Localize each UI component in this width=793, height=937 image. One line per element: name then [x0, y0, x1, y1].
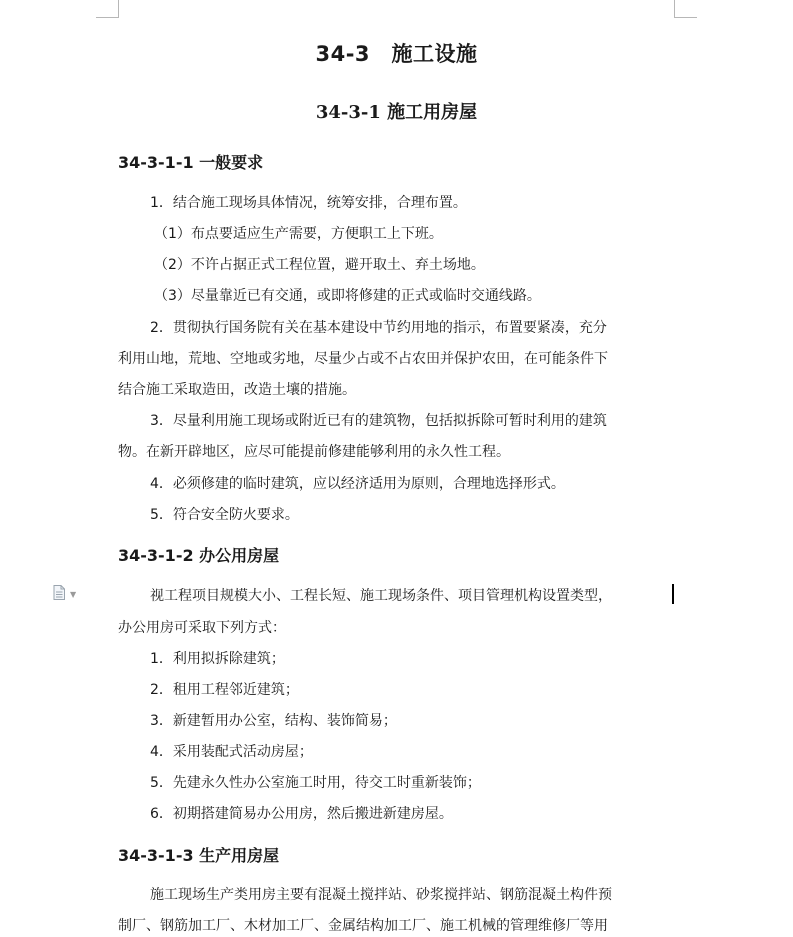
paragraph-line[interactable]: 5．先建永久性办公室施工时用，待交工时重新装饰； — [150, 775, 481, 791]
paragraph-line[interactable]: 2．贯彻执行国务院有关在基本建设中节约用地的指示，布置要紧凑，充分 — [150, 320, 607, 336]
paragraph-line[interactable]: 3．尽量利用施工现场或附近已有的建筑物，包括拟拆除可暂时利用的建筑 — [150, 413, 607, 429]
paragraph-line[interactable]: （1）布点要适应生产需要，方便职工上下班。 — [154, 226, 443, 242]
paragraph-line[interactable]: 结合施工采取造田，改造土壤的措施。 — [118, 382, 356, 398]
paragraph-line[interactable]: 物。在新开辟地区，应尽可能提前修建能够利用的永久性工程。 — [118, 444, 510, 460]
paragraph-line[interactable]: 4．采用装配式活动房屋； — [150, 744, 313, 760]
paragraph-line[interactable]: 2．租用工程邻近建筑； — [150, 682, 299, 698]
paragraph-line[interactable]: 3．新建暂用办公室，结构、装饰简易； — [150, 713, 397, 729]
paragraph-line[interactable]: 5．符合安全防火要求。 — [150, 507, 299, 523]
paragraph-line[interactable]: 办公用房可采取下列方式： — [118, 620, 286, 636]
paragraph-line[interactable]: 制厂、钢筋加工厂、木材加工厂、金属结构加工厂、施工机械的管理维修厂等用 — [118, 918, 608, 934]
paragraph-line[interactable]: 1．利用拟拆除建筑； — [150, 651, 285, 667]
document-icon[interactable] — [53, 585, 65, 600]
chapter-title: 34-3 施工设施 — [315, 42, 478, 66]
section1-heading: 34-3-1-1 一般要求 — [118, 153, 264, 172]
paragraph-line[interactable]: （3）尽量靠近已有交通，或即将修建的正式或临时交通线路。 — [154, 288, 541, 304]
paragraph-line[interactable]: 视工程项目规模大小、工程长短、施工现场条件、项目管理机构设置类型， — [150, 588, 612, 604]
section3-heading: 34-3-1-3 生产用房屋 — [118, 846, 280, 865]
text-cursor — [672, 584, 674, 604]
paragraph-line[interactable]: 利用山地，荒地、空地或劣地，尽量少占或不占农田并保护农田，在可能条件下 — [118, 351, 608, 367]
paragraph-line[interactable]: 1．结合施工现场具体情况，统筹安排，合理布置。 — [150, 195, 467, 211]
paragraph-line[interactable]: 6．初期搭建简易办公用房，然后搬进新建房屋。 — [150, 806, 453, 822]
paragraph-line[interactable]: （2）不许占据正式工程位置，避开取土、弃土场地。 — [154, 257, 485, 273]
caret-down-icon[interactable]: ▼ — [70, 590, 77, 599]
section2-heading: 34-3-1-2 办公用房屋 — [118, 546, 280, 565]
crop-mark-top-right — [674, 0, 697, 18]
section-title: 34-3-1 施工用房屋 — [315, 102, 478, 123]
paragraph-line[interactable]: 4．必须修建的临时建筑，应以经济适用为原则，合理地选择形式。 — [150, 476, 565, 492]
paragraph-line[interactable]: 施工现场生产类用房主要有混凝土搅拌站、砂浆搅拌站、钢筋混凝土构件预 — [150, 887, 612, 903]
crop-mark-top-left — [96, 0, 119, 18]
